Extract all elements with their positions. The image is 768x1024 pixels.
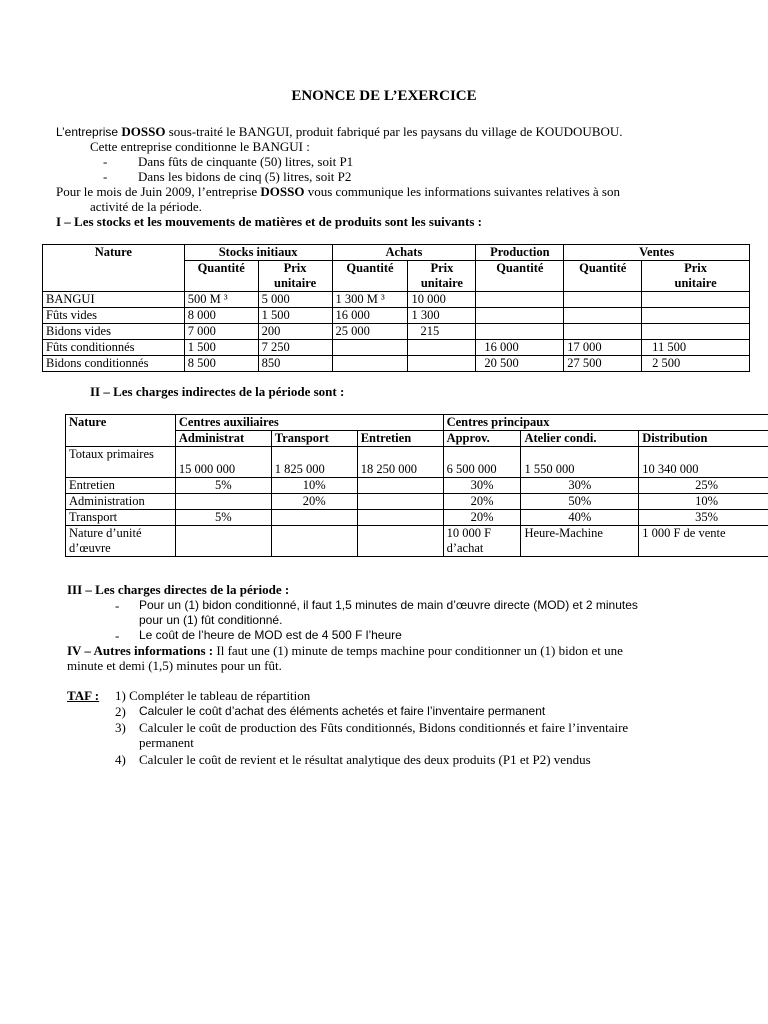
- taf-item-2-number: 2): [115, 704, 126, 719]
- table-cell: [564, 292, 642, 308]
- page-title: ENONCE DE L’EXERCICE: [291, 88, 477, 104]
- subheader-quantite: Quantité: [184, 261, 258, 292]
- table-cell: [476, 292, 564, 308]
- taf-item-4-number: 4): [115, 752, 126, 767]
- table-cell: 7 250: [258, 340, 332, 356]
- col-header-achats: Achats: [332, 245, 476, 261]
- col-header-nature: Nature: [66, 415, 176, 447]
- table-cell: [564, 308, 642, 324]
- taf-label: TAF :: [67, 688, 100, 703]
- table-cell: 200: [258, 324, 332, 340]
- table-row-nature-unite: Nature d’unité d’œuvre 10 000 F d’achat Heure-Machine 1 000 F de vente: [66, 526, 768, 557]
- table-cell: BANGUI: [43, 292, 185, 308]
- col-header-stocks: Stocks initiaux: [184, 245, 332, 261]
- intro-bullet-2: Dans les bidons de cinq (5) litres, soit P2: [138, 169, 352, 184]
- table-cell: [332, 356, 408, 372]
- bullet-dash: -: [103, 154, 108, 169]
- col-header-atelier: Atelier condi.: [521, 431, 639, 447]
- table-cell: [408, 356, 476, 372]
- table-row: [43, 292, 750, 308]
- table-row: Transport 5% 20% 40% 35%: [66, 510, 768, 526]
- col-header-production: Production: [476, 245, 564, 261]
- taf-item-3-number: 3): [115, 720, 126, 735]
- table-cell: 5 000: [258, 292, 332, 308]
- col-header-principaux: Centres principaux: [443, 415, 768, 431]
- col-header-transport: Transport: [271, 431, 357, 447]
- table-cell: 25 000: [332, 324, 408, 340]
- table-cell: 1 500: [184, 340, 258, 356]
- bullet-dash: -: [103, 169, 108, 184]
- table-cell: Fûts conditionnés: [43, 340, 185, 356]
- col-header-approv: Approv.: [443, 431, 521, 447]
- taf-item-1: 1) Compléter le tableau de répartition: [115, 688, 311, 703]
- section-3-bullet-2: Le coût de l’heure de MOD est de 4 500 F l’heure: [139, 628, 402, 642]
- section-3-heading: III – Les charges directes de la période :: [67, 582, 290, 597]
- subheader-quantite: Quantité: [332, 261, 408, 292]
- subheader-quantite: Quantité: [476, 261, 564, 292]
- table-cell: [332, 340, 408, 356]
- table-cell: [564, 324, 642, 340]
- intro-line-4: activité de la période.: [90, 199, 202, 214]
- table-cell: [642, 292, 750, 308]
- table-cell: [476, 324, 564, 340]
- table-cell: 17 000: [564, 340, 642, 356]
- table-row: Entretien 5% 10% 30% 30% 25%: [66, 478, 768, 494]
- intro-line-3: Pour le mois de Juin 2009, l’entreprise DOSSO vous communique les informations suivantes relatives à son: [56, 184, 620, 199]
- col-header-nature: Nature: [43, 245, 185, 292]
- table-row-totaux: Totaux primaires 15 000 000 1 825 000 18 250 000 6 500 000 1 550 000 10 340 000: [66, 447, 768, 478]
- table-cell: 1 300 M ³: [332, 292, 408, 308]
- table-cell: 27 500: [564, 356, 642, 372]
- charges-table: [65, 414, 768, 557]
- table-cell: 2 500: [642, 356, 750, 372]
- table-cell: Bidons conditionnés: [43, 356, 185, 372]
- bullet-dash: -: [115, 628, 120, 643]
- table-cell: 8 000: [184, 308, 258, 324]
- table-cell: 10 000: [408, 292, 476, 308]
- table-cell: Bidons vides: [43, 324, 185, 340]
- stocks-table: [42, 244, 750, 372]
- col-header-ventes: Ventes: [564, 245, 750, 261]
- subheader-prix-unitaire: Prix unitaire: [408, 261, 476, 292]
- table-cell: 850: [258, 356, 332, 372]
- section-1-heading: I – Les stocks et les mouvements de matières et de produits sont les suivants :: [56, 214, 482, 229]
- table-row: [43, 356, 750, 372]
- table-cell: 1 500: [258, 308, 332, 324]
- subheader-prix-unitaire: Prix unitaire: [258, 261, 332, 292]
- table-row: Administration 20% 20% 50% 10%: [66, 494, 768, 510]
- intro-bullet-1: Dans fûts de cinquante (50) litres, soit P1: [138, 154, 354, 169]
- bullet-dash: -: [115, 598, 120, 613]
- section-4-line-2: minute et demi (1,5) minutes pour un fût.: [67, 658, 282, 673]
- table-cell: 20 500: [476, 356, 564, 372]
- taf-item-4: Calculer le coût de revient et le résultat analytique des deux produits (P1 et P2) vendus: [139, 752, 591, 767]
- section-4-line-1: IV – Autres informations : Il faut une (1) minute de temps machine pour conditionner un (1) bidon et une: [67, 643, 623, 658]
- table-cell: 1 300: [408, 308, 476, 324]
- table-cell: 16 000: [332, 308, 408, 324]
- col-header-entretien: Entretien: [357, 431, 443, 447]
- table-cell: Fûts vides: [43, 308, 185, 324]
- table-cell: 8 500: [184, 356, 258, 372]
- taf-item-3-cont: permanent: [139, 735, 194, 750]
- subheader-quantite: Quantité: [564, 261, 642, 292]
- section-3-bullet-1: Pour un (1) bidon conditionné, il faut 1,5 minutes de main d’œuvre directe (MOD) et 2 minutes: [139, 598, 638, 612]
- col-header-administration: Administrat: [175, 431, 271, 447]
- table-row: [43, 308, 750, 324]
- table-row: [43, 340, 750, 356]
- table-cell: [476, 308, 564, 324]
- col-header-auxiliaires: Centres auxiliaires: [175, 415, 443, 431]
- table-cell: [642, 324, 750, 340]
- table-cell: 215: [408, 324, 476, 340]
- table-cell: 7 000: [184, 324, 258, 340]
- table-cell: [642, 308, 750, 324]
- section-3-bullet-1-cont: pour un (1) fût conditionné.: [139, 613, 283, 627]
- table-cell: 500 M ³: [184, 292, 258, 308]
- taf-item-2: Calculer le coût d’achat des éléments achetés et faire l’inventaire permanent: [139, 704, 546, 718]
- table-row: [43, 324, 750, 340]
- intro-line-2: Cette entreprise conditionne le BANGUI :: [90, 139, 310, 154]
- table-cell: 11 500: [642, 340, 750, 356]
- table-cell: 16 000: [476, 340, 564, 356]
- section-2-heading: II – Les charges indirectes de la période sont :: [90, 384, 345, 399]
- intro-line-1: L’entreprise DOSSO sous-traité le BANGUI, produit fabriqué par les paysans du village de KOUDOUBOU.: [56, 124, 623, 139]
- subheader-prix-unitaire: Prix unitaire: [642, 261, 750, 292]
- col-header-distribution: Distribution: [639, 431, 768, 447]
- table-cell: [408, 340, 476, 356]
- taf-item-3: Calculer le coût de production des Fûts conditionnés, Bidons conditionnés et faire l’inventaire: [139, 720, 629, 735]
